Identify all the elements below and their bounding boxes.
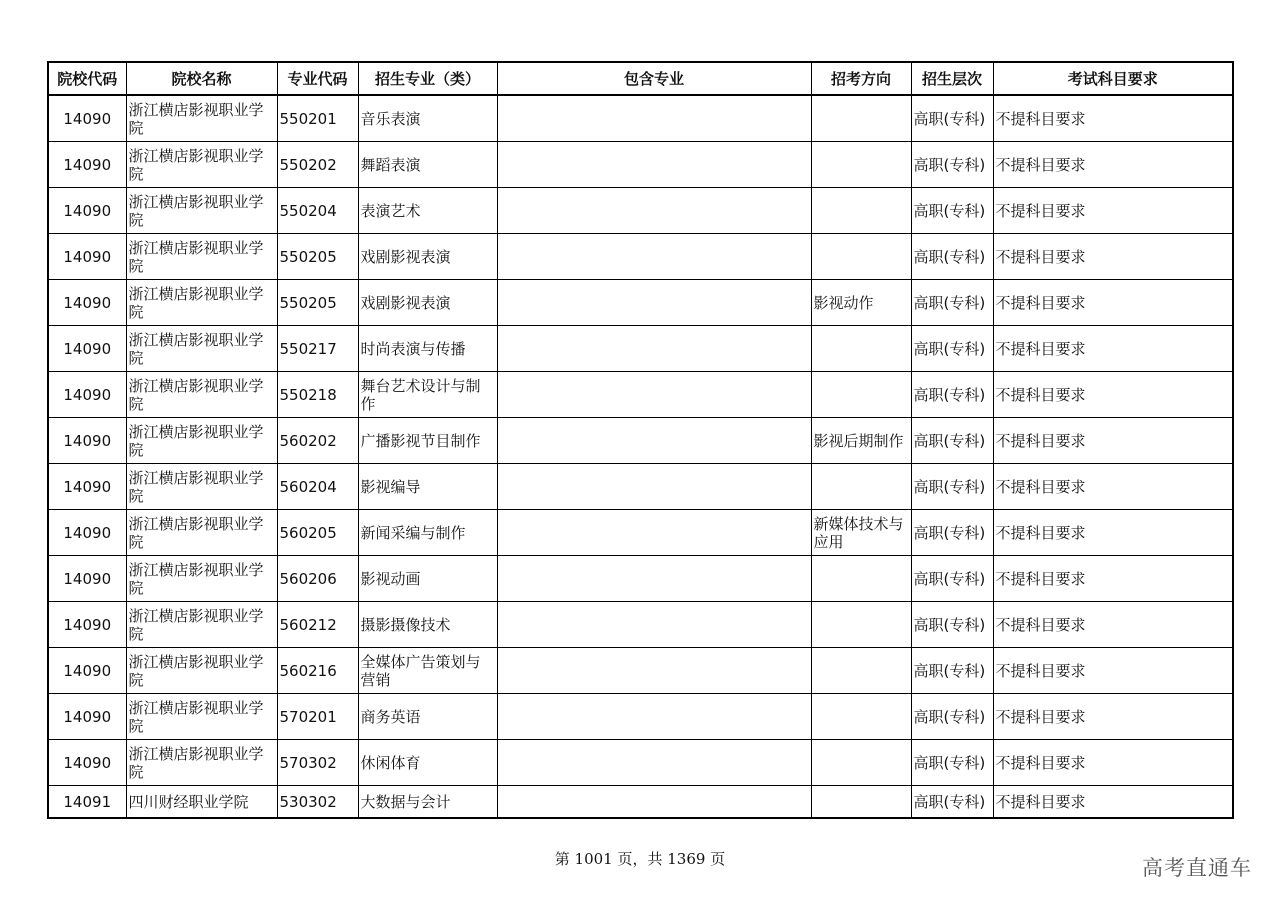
table-row <box>48 556 1233 602</box>
cell-level: 高职(专科) <box>911 602 993 648</box>
cell-level: 高职(专科) <box>911 188 993 234</box>
cell-major-name: 戏剧影视表演 <box>358 280 497 326</box>
cell-subject-requirement: 不提科目要求 <box>993 510 1233 556</box>
cell-major-code: 570302 <box>277 740 358 786</box>
cell-subject-requirement: 不提科目要求 <box>993 326 1233 372</box>
cell-level: 高职(专科) <box>911 326 993 372</box>
cell-college-code: 14090 <box>48 142 126 188</box>
cell-direction <box>811 142 911 188</box>
cell-subject-requirement: 不提科目要求 <box>993 142 1233 188</box>
cell-college-code: 14090 <box>48 602 126 648</box>
page-number-footer: 第 1001 页，共 1369 页 <box>554 850 726 868</box>
cell-level: 高职(专科) <box>911 648 993 694</box>
cell-direction: 新媒体技术与应用 <box>811 510 911 556</box>
cell-included-majors <box>497 740 811 786</box>
cell-subject-requirement: 不提科目要求 <box>993 556 1233 602</box>
table-row <box>48 95 1233 142</box>
table-row <box>48 602 1233 648</box>
cell-college-name: 浙江横店影视职业学院 <box>126 95 277 142</box>
column-header-major-name: 招生专业（类） <box>358 62 497 95</box>
cell-college-code: 14090 <box>48 648 126 694</box>
cell-included-majors <box>497 648 811 694</box>
cell-direction <box>811 648 911 694</box>
cell-major-name: 音乐表演 <box>358 95 497 142</box>
cell-level: 高职(专科) <box>911 694 993 740</box>
cell-level: 高职(专科) <box>911 464 993 510</box>
cell-level: 高职(专科) <box>911 95 993 142</box>
cell-major-name: 影视动画 <box>358 556 497 602</box>
cell-direction <box>811 556 911 602</box>
cell-major-name: 戏剧影视表演 <box>358 234 497 280</box>
cell-college-code: 14090 <box>48 510 126 556</box>
cell-major-code: 550201 <box>277 95 358 142</box>
cell-subject-requirement: 不提科目要求 <box>993 280 1233 326</box>
cell-major-code: 560204 <box>277 464 358 510</box>
cell-subject-requirement: 不提科目要求 <box>993 602 1233 648</box>
table-row <box>48 786 1233 819</box>
cell-college-name: 浙江横店影视职业学院 <box>126 510 277 556</box>
cell-college-name: 浙江横店影视职业学院 <box>126 418 277 464</box>
cell-major-name: 舞台艺术设计与制作 <box>358 372 497 418</box>
cell-college-code: 14090 <box>48 694 126 740</box>
cell-college-name: 浙江横店影视职业学院 <box>126 326 277 372</box>
cell-college-name: 浙江横店影视职业学院 <box>126 556 277 602</box>
cell-college-code: 14090 <box>48 326 126 372</box>
cell-major-code: 560216 <box>277 648 358 694</box>
cell-direction <box>811 234 911 280</box>
cell-major-code: 570201 <box>277 694 358 740</box>
cell-college-code: 14090 <box>48 464 126 510</box>
cell-subject-requirement: 不提科目要求 <box>993 740 1233 786</box>
cell-included-majors <box>497 464 811 510</box>
cell-major-code: 560202 <box>277 418 358 464</box>
cell-level: 高职(专科) <box>911 556 993 602</box>
cell-major-code: 550205 <box>277 280 358 326</box>
cell-direction: 影视后期制作 <box>811 418 911 464</box>
table-row <box>48 372 1233 418</box>
cell-subject-requirement: 不提科目要求 <box>993 372 1233 418</box>
cell-direction <box>811 740 911 786</box>
cell-major-name: 全媒体广告策划与营销 <box>358 648 497 694</box>
cell-major-name: 休闲体育 <box>358 740 497 786</box>
cell-direction <box>811 372 911 418</box>
watermark-logo-text: 高考直通车 <box>1142 856 1252 880</box>
table-row <box>48 510 1233 556</box>
cell-included-majors <box>497 602 811 648</box>
cell-college-name: 浙江横店影视职业学院 <box>126 372 277 418</box>
table-row <box>48 418 1233 464</box>
cell-subject-requirement: 不提科目要求 <box>993 234 1233 280</box>
cell-direction <box>811 602 911 648</box>
cell-level: 高职(专科) <box>911 510 993 556</box>
cell-included-majors <box>497 694 811 740</box>
cell-major-name: 舞蹈表演 <box>358 142 497 188</box>
cell-college-code: 14090 <box>48 188 126 234</box>
cell-college-code: 14091 <box>48 786 126 819</box>
cell-subject-requirement: 不提科目要求 <box>993 464 1233 510</box>
column-header-direction: 招考方向 <box>811 62 911 95</box>
column-header-included-majors: 包含专业 <box>497 62 811 95</box>
cell-direction <box>811 694 911 740</box>
table-row <box>48 326 1233 372</box>
cell-major-name: 表演艺术 <box>358 188 497 234</box>
cell-included-majors <box>497 188 811 234</box>
cell-major-code: 550202 <box>277 142 358 188</box>
column-header-college-name: 院校名称 <box>126 62 277 95</box>
cell-subject-requirement: 不提科目要求 <box>993 694 1233 740</box>
cell-college-code: 14090 <box>48 372 126 418</box>
table-row <box>48 280 1233 326</box>
column-header-major-code: 专业代码 <box>277 62 358 95</box>
cell-major-code: 530302 <box>277 786 358 819</box>
cell-direction <box>811 188 911 234</box>
cell-included-majors <box>497 418 811 464</box>
table-header-row <box>48 62 1233 95</box>
cell-level: 高职(专科) <box>911 418 993 464</box>
cell-college-name: 浙江横店影视职业学院 <box>126 740 277 786</box>
cell-major-code: 560212 <box>277 602 358 648</box>
cell-college-code: 14090 <box>48 418 126 464</box>
cell-level: 高职(专科) <box>911 786 993 819</box>
cell-included-majors <box>497 280 811 326</box>
cell-level: 高职(专科) <box>911 234 993 280</box>
cell-college-code: 14090 <box>48 95 126 142</box>
cell-major-name: 广播影视节目制作 <box>358 418 497 464</box>
column-header-subject-requirement: 考试科目要求 <box>993 62 1233 95</box>
cell-included-majors <box>497 510 811 556</box>
cell-direction <box>811 95 911 142</box>
cell-major-name: 大数据与会计 <box>358 786 497 819</box>
cell-major-name: 影视编导 <box>358 464 497 510</box>
cell-college-name: 浙江横店影视职业学院 <box>126 188 277 234</box>
cell-major-code: 560206 <box>277 556 358 602</box>
cell-major-name: 摄影摄像技术 <box>358 602 497 648</box>
cell-subject-requirement: 不提科目要求 <box>993 786 1233 819</box>
cell-college-name: 浙江横店影视职业学院 <box>126 464 277 510</box>
table-row <box>48 740 1233 786</box>
cell-direction <box>811 464 911 510</box>
cell-major-name: 新闻采编与制作 <box>358 510 497 556</box>
cell-major-name: 商务英语 <box>358 694 497 740</box>
table-body <box>48 95 1233 818</box>
cell-included-majors <box>497 234 811 280</box>
cell-included-majors <box>497 142 811 188</box>
column-header-level: 招生层次 <box>911 62 993 95</box>
cell-major-name: 时尚表演与传播 <box>358 326 497 372</box>
cell-direction <box>811 326 911 372</box>
cell-college-code: 14090 <box>48 740 126 786</box>
cell-major-code: 550204 <box>277 188 358 234</box>
table-row <box>48 142 1233 188</box>
table-row <box>48 188 1233 234</box>
cell-major-code: 550205 <box>277 234 358 280</box>
cell-major-code: 550217 <box>277 326 358 372</box>
cell-direction: 影视动作 <box>811 280 911 326</box>
cell-direction <box>811 786 911 819</box>
cell-level: 高职(专科) <box>911 280 993 326</box>
admissions-table <box>47 61 1234 819</box>
table-row <box>48 694 1233 740</box>
cell-major-code: 550218 <box>277 372 358 418</box>
table-row <box>48 234 1233 280</box>
cell-major-code: 560205 <box>277 510 358 556</box>
table-row <box>48 464 1233 510</box>
cell-college-name: 浙江横店影视职业学院 <box>126 234 277 280</box>
cell-subject-requirement: 不提科目要求 <box>993 418 1233 464</box>
cell-included-majors <box>497 326 811 372</box>
cell-college-name: 浙江横店影视职业学院 <box>126 694 277 740</box>
cell-college-name: 浙江横店影视职业学院 <box>126 142 277 188</box>
cell-college-code: 14090 <box>48 556 126 602</box>
cell-subject-requirement: 不提科目要求 <box>993 648 1233 694</box>
cell-included-majors <box>497 556 811 602</box>
cell-college-name: 浙江横店影视职业学院 <box>126 648 277 694</box>
cell-included-majors <box>497 786 811 819</box>
cell-subject-requirement: 不提科目要求 <box>993 95 1233 142</box>
cell-included-majors <box>497 95 811 142</box>
table-row <box>48 648 1233 694</box>
cell-college-code: 14090 <box>48 234 126 280</box>
cell-included-majors <box>497 372 811 418</box>
cell-subject-requirement: 不提科目要求 <box>993 188 1233 234</box>
cell-college-name: 浙江横店影视职业学院 <box>126 602 277 648</box>
cell-level: 高职(专科) <box>911 740 993 786</box>
cell-college-name: 浙江横店影视职业学院 <box>126 280 277 326</box>
cell-college-name: 四川财经职业学院 <box>126 786 277 819</box>
cell-level: 高职(专科) <box>911 372 993 418</box>
cell-college-code: 14090 <box>48 280 126 326</box>
column-header-college-code: 院校代码 <box>48 62 126 95</box>
cell-level: 高职(专科) <box>911 142 993 188</box>
